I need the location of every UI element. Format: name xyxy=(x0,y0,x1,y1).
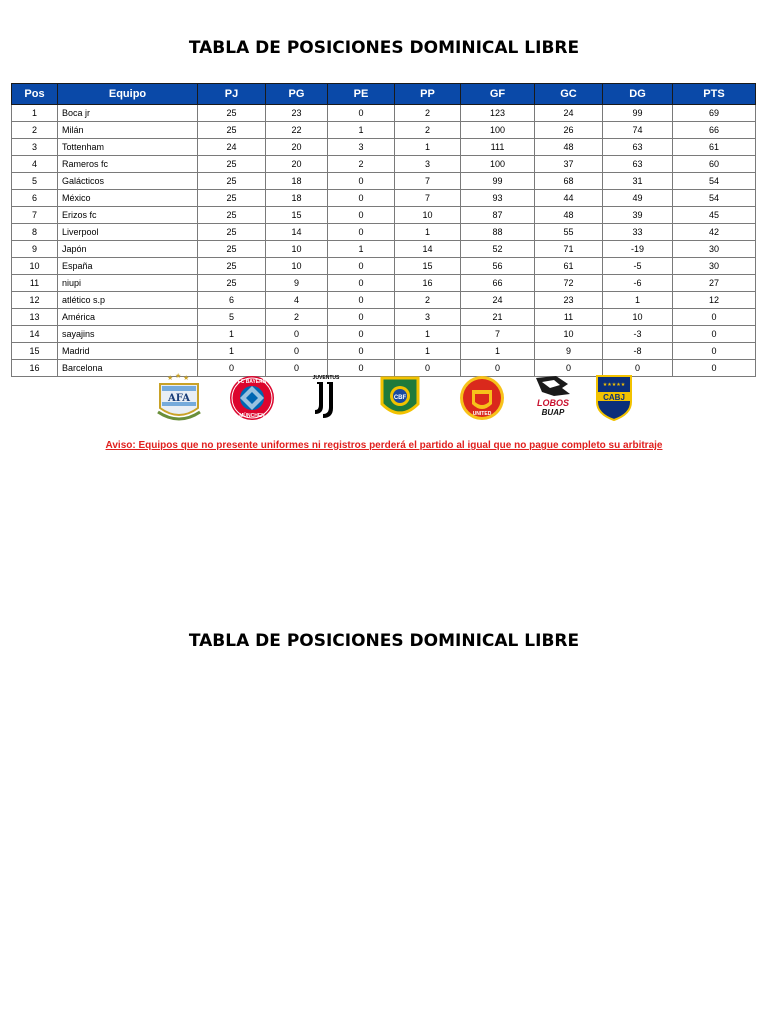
cell-pts: 30 xyxy=(673,258,756,275)
lobos-logo-text: LOBOS xyxy=(536,398,570,408)
cell-gc: 9 xyxy=(535,343,603,360)
lobos-logo-sub-text: BUAP xyxy=(541,408,565,417)
cell-pe: 0 xyxy=(328,173,395,190)
cell-pp: 2 xyxy=(395,292,461,309)
cell-pe: 1 xyxy=(328,122,395,139)
svg-text:★: ★ xyxy=(183,375,190,382)
cell-team: atlético s.p xyxy=(58,292,198,309)
cell-pg: 4 xyxy=(266,292,328,309)
cell-pts: 30 xyxy=(673,241,756,258)
cell-gf: 87 xyxy=(461,207,535,224)
cell-pos: 3 xyxy=(12,139,58,156)
cell-gf: 7 xyxy=(461,326,535,343)
cell-gf: 88 xyxy=(461,224,535,241)
cell-pe: 0 xyxy=(328,207,395,224)
cell-team: sayajins xyxy=(58,326,198,343)
table-row xyxy=(12,241,756,258)
cell-gc: 26 xyxy=(535,122,603,139)
cell-gf: 100 xyxy=(461,122,535,139)
table-row xyxy=(12,156,756,173)
cell-pg: 14 xyxy=(266,224,328,241)
cell-dg: 49 xyxy=(603,190,673,207)
cell-dg: 1 xyxy=(603,292,673,309)
boca-logo-icon xyxy=(589,372,639,424)
cell-pj: 25 xyxy=(198,173,266,190)
manutd-logo-text: UNITED xyxy=(472,411,492,417)
bayern-logo-top-text: FC BAYERN xyxy=(237,379,267,385)
cell-gc: 10 xyxy=(535,326,603,343)
cell-dg: 10 xyxy=(603,309,673,326)
cell-pos: 7 xyxy=(12,207,58,224)
cell-dg: 99 xyxy=(603,105,673,122)
lobos-logo-icon xyxy=(528,372,578,424)
juventus-logo-text: JUVENTUS xyxy=(312,375,340,381)
cell-team: Japón xyxy=(58,241,198,258)
table-row xyxy=(12,292,756,309)
cell-pts: 0 xyxy=(673,309,756,326)
cell-pg: 18 xyxy=(266,190,328,207)
column-header-pg: PG xyxy=(266,84,328,105)
cell-pj: 25 xyxy=(198,105,266,122)
cell-pts: 60 xyxy=(673,156,756,173)
cell-gf: 93 xyxy=(461,190,535,207)
cell-pj: 25 xyxy=(198,241,266,258)
cell-gf: 24 xyxy=(461,292,535,309)
cell-pos: 5 xyxy=(12,173,58,190)
cell-gf: 1 xyxy=(461,343,535,360)
column-header-pos: Pos xyxy=(12,84,58,105)
cell-pj: 25 xyxy=(198,275,266,292)
table-body xyxy=(12,105,756,377)
cell-pj: 25 xyxy=(198,224,266,241)
column-header-gc: GC xyxy=(535,84,603,105)
cell-pos: 1 xyxy=(12,105,58,122)
cell-gf: 66 xyxy=(461,275,535,292)
cell-pe: 0 xyxy=(328,292,395,309)
cell-pos: 4 xyxy=(12,156,58,173)
cbf-logo-text: CBF xyxy=(393,395,407,401)
cell-pts: 12 xyxy=(673,292,756,309)
cell-pg: 0 xyxy=(266,326,328,343)
cell-pos: 2 xyxy=(12,122,58,139)
cell-dg: 33 xyxy=(603,224,673,241)
cell-pg: 15 xyxy=(266,207,328,224)
cell-pe: 2 xyxy=(328,156,395,173)
cell-team: Rameros fc xyxy=(58,156,198,173)
cell-dg: 39 xyxy=(603,207,673,224)
table-row xyxy=(12,190,756,207)
cell-pp: 1 xyxy=(395,224,461,241)
column-header-gf: GF xyxy=(461,84,535,105)
cell-team: América xyxy=(58,309,198,326)
cell-team: Barcelona xyxy=(58,360,198,377)
cell-gc: 61 xyxy=(535,258,603,275)
cell-pe: 0 xyxy=(328,224,395,241)
column-header-team: Equipo xyxy=(58,84,198,105)
cell-gc: 55 xyxy=(535,224,603,241)
cell-pj: 5 xyxy=(198,309,266,326)
cell-pj: 25 xyxy=(198,122,266,139)
column-header-pts: PTS xyxy=(673,84,756,105)
cell-pe: 0 xyxy=(328,105,395,122)
cell-dg: 74 xyxy=(603,122,673,139)
cell-team: España xyxy=(58,258,198,275)
cell-pp: 0 xyxy=(395,360,461,377)
table-row xyxy=(12,173,756,190)
cell-pj: 0 xyxy=(198,360,266,377)
cell-pg: 2 xyxy=(266,309,328,326)
cell-pe: 0 xyxy=(328,309,395,326)
cell-pp: 3 xyxy=(395,156,461,173)
column-header-pj: PJ xyxy=(198,84,266,105)
page-title: TABLA DE POSICIONES DOMINICAL LIBRE xyxy=(188,38,580,58)
cell-gf: 52 xyxy=(461,241,535,258)
cell-pos: 6 xyxy=(12,190,58,207)
cell-pts: 54 xyxy=(673,190,756,207)
cell-pp: 2 xyxy=(395,122,461,139)
cell-pe: 3 xyxy=(328,139,395,156)
cell-dg: -5 xyxy=(603,258,673,275)
boca-logo-text: CABJ xyxy=(603,393,625,402)
cell-pp: 14 xyxy=(395,241,461,258)
cell-pos: 13 xyxy=(12,309,58,326)
cell-pg: 10 xyxy=(266,258,328,275)
afa-logo-text: AFA xyxy=(167,393,191,404)
cell-pe: 0 xyxy=(328,326,395,343)
table-row xyxy=(12,122,756,139)
cell-gc: 24 xyxy=(535,105,603,122)
cell-pg: 20 xyxy=(266,156,328,173)
cell-pj: 25 xyxy=(198,190,266,207)
cell-pe: 0 xyxy=(328,275,395,292)
cell-gc: 48 xyxy=(535,139,603,156)
manutd-logo-icon xyxy=(457,372,507,424)
cell-pos: 9 xyxy=(12,241,58,258)
cell-pos: 14 xyxy=(12,326,58,343)
table-row xyxy=(12,139,756,156)
cell-pts: 54 xyxy=(673,173,756,190)
cell-dg: -19 xyxy=(603,241,673,258)
column-header-dg: DG xyxy=(603,84,673,105)
cell-gc: 23 xyxy=(535,292,603,309)
cell-pp: 3 xyxy=(395,309,461,326)
standings-table xyxy=(11,83,756,377)
cell-gf: 123 xyxy=(461,105,535,122)
svg-text:★: ★ xyxy=(167,375,174,382)
cell-pj: 25 xyxy=(198,258,266,275)
cell-pj: 25 xyxy=(198,156,266,173)
cell-dg: 63 xyxy=(603,139,673,156)
table-header-row xyxy=(12,84,756,105)
page-title-bottom: TABLA DE POSICIONES DOMINICAL LIBRE xyxy=(188,631,580,651)
column-header-pp: PP xyxy=(395,84,461,105)
cell-pos: 8 xyxy=(12,224,58,241)
cell-pp: 7 xyxy=(395,190,461,207)
cell-pos: 15 xyxy=(12,343,58,360)
table-row xyxy=(12,275,756,292)
cell-pg: 10 xyxy=(266,241,328,258)
cell-pj: 25 xyxy=(198,207,266,224)
table-row xyxy=(12,343,756,360)
cell-dg: 63 xyxy=(603,156,673,173)
cell-gc: 72 xyxy=(535,275,603,292)
table-row xyxy=(12,326,756,343)
cell-pts: 61 xyxy=(673,139,756,156)
bayern-logo-icon xyxy=(227,372,277,424)
cell-gc: 68 xyxy=(535,173,603,190)
juventus-logo-icon xyxy=(301,372,351,424)
cell-pj: 24 xyxy=(198,139,266,156)
cell-pp: 2 xyxy=(395,105,461,122)
cell-gc: 37 xyxy=(535,156,603,173)
cell-pe: 0 xyxy=(328,360,395,377)
cell-pg: 0 xyxy=(266,360,328,377)
cell-pe: 0 xyxy=(328,343,395,360)
cell-pg: 9 xyxy=(266,275,328,292)
afa-logo-icon xyxy=(154,372,204,424)
cell-pj: 1 xyxy=(198,326,266,343)
cbf-logo-icon xyxy=(375,372,425,424)
cell-pts: 42 xyxy=(673,224,756,241)
cell-team: Tottenham xyxy=(58,139,198,156)
notice-text: Aviso: Equipos que no presente uniformes ni registros perderá el partido al igual que no pague completo su arbitraje xyxy=(105,440,663,451)
cell-team: Galácticos xyxy=(58,173,198,190)
cell-pp: 10 xyxy=(395,207,461,224)
cell-pg: 22 xyxy=(266,122,328,139)
cell-team: Madrid xyxy=(58,343,198,360)
cell-pg: 18 xyxy=(266,173,328,190)
cell-pos: 10 xyxy=(12,258,58,275)
cell-gc: 11 xyxy=(535,309,603,326)
cell-pj: 1 xyxy=(198,343,266,360)
table-row xyxy=(12,258,756,275)
cell-pts: 27 xyxy=(673,275,756,292)
cell-gc: 48 xyxy=(535,207,603,224)
cell-team: México xyxy=(58,190,198,207)
cell-gc: 44 xyxy=(535,190,603,207)
cell-pg: 20 xyxy=(266,139,328,156)
cell-pe: 0 xyxy=(328,258,395,275)
table-row xyxy=(12,309,756,326)
svg-text:★★★★★: ★★★★★ xyxy=(602,382,626,388)
cell-dg: 31 xyxy=(603,173,673,190)
cell-team: Liverpool xyxy=(58,224,198,241)
cell-pts: 0 xyxy=(673,326,756,343)
cell-pts: 69 xyxy=(673,105,756,122)
bayern-logo-bottom-text: MÜNCHEN xyxy=(239,413,265,419)
cell-gc: 71 xyxy=(535,241,603,258)
cell-pts: 45 xyxy=(673,207,756,224)
cell-pp: 7 xyxy=(395,173,461,190)
cell-pe: 0 xyxy=(328,190,395,207)
cell-team: Boca jr xyxy=(58,105,198,122)
cell-pts: 0 xyxy=(673,360,756,377)
table-row xyxy=(12,224,756,241)
cell-pp: 15 xyxy=(395,258,461,275)
cell-team: Erizos fc xyxy=(58,207,198,224)
cell-pos: 16 xyxy=(12,360,58,377)
table-row xyxy=(12,105,756,122)
cell-dg: -8 xyxy=(603,343,673,360)
cell-team: niupi xyxy=(58,275,198,292)
cell-pg: 0 xyxy=(266,343,328,360)
cell-pp: 1 xyxy=(395,343,461,360)
cell-gf: 111 xyxy=(461,139,535,156)
cell-pos: 11 xyxy=(12,275,58,292)
cell-pp: 1 xyxy=(395,326,461,343)
cell-dg: -6 xyxy=(603,275,673,292)
cell-pos: 12 xyxy=(12,292,58,309)
cell-pj: 6 xyxy=(198,292,266,309)
cell-gc: 0 xyxy=(535,360,603,377)
cell-gf: 99 xyxy=(461,173,535,190)
column-header-pe: PE xyxy=(328,84,395,105)
cell-gf: 21 xyxy=(461,309,535,326)
cell-pts: 0 xyxy=(673,343,756,360)
cell-team: Milán xyxy=(58,122,198,139)
cell-pp: 1 xyxy=(395,139,461,156)
cell-gf: 0 xyxy=(461,360,535,377)
cell-pg: 23 xyxy=(266,105,328,122)
svg-text:★: ★ xyxy=(175,373,182,380)
cell-dg: -3 xyxy=(603,326,673,343)
table-row xyxy=(12,207,756,224)
team-logos-strip xyxy=(0,372,768,424)
cell-gf: 56 xyxy=(461,258,535,275)
cell-dg: 0 xyxy=(603,360,673,377)
cell-pe: 1 xyxy=(328,241,395,258)
cell-gf: 100 xyxy=(461,156,535,173)
cell-pts: 66 xyxy=(673,122,756,139)
cell-pp: 16 xyxy=(395,275,461,292)
